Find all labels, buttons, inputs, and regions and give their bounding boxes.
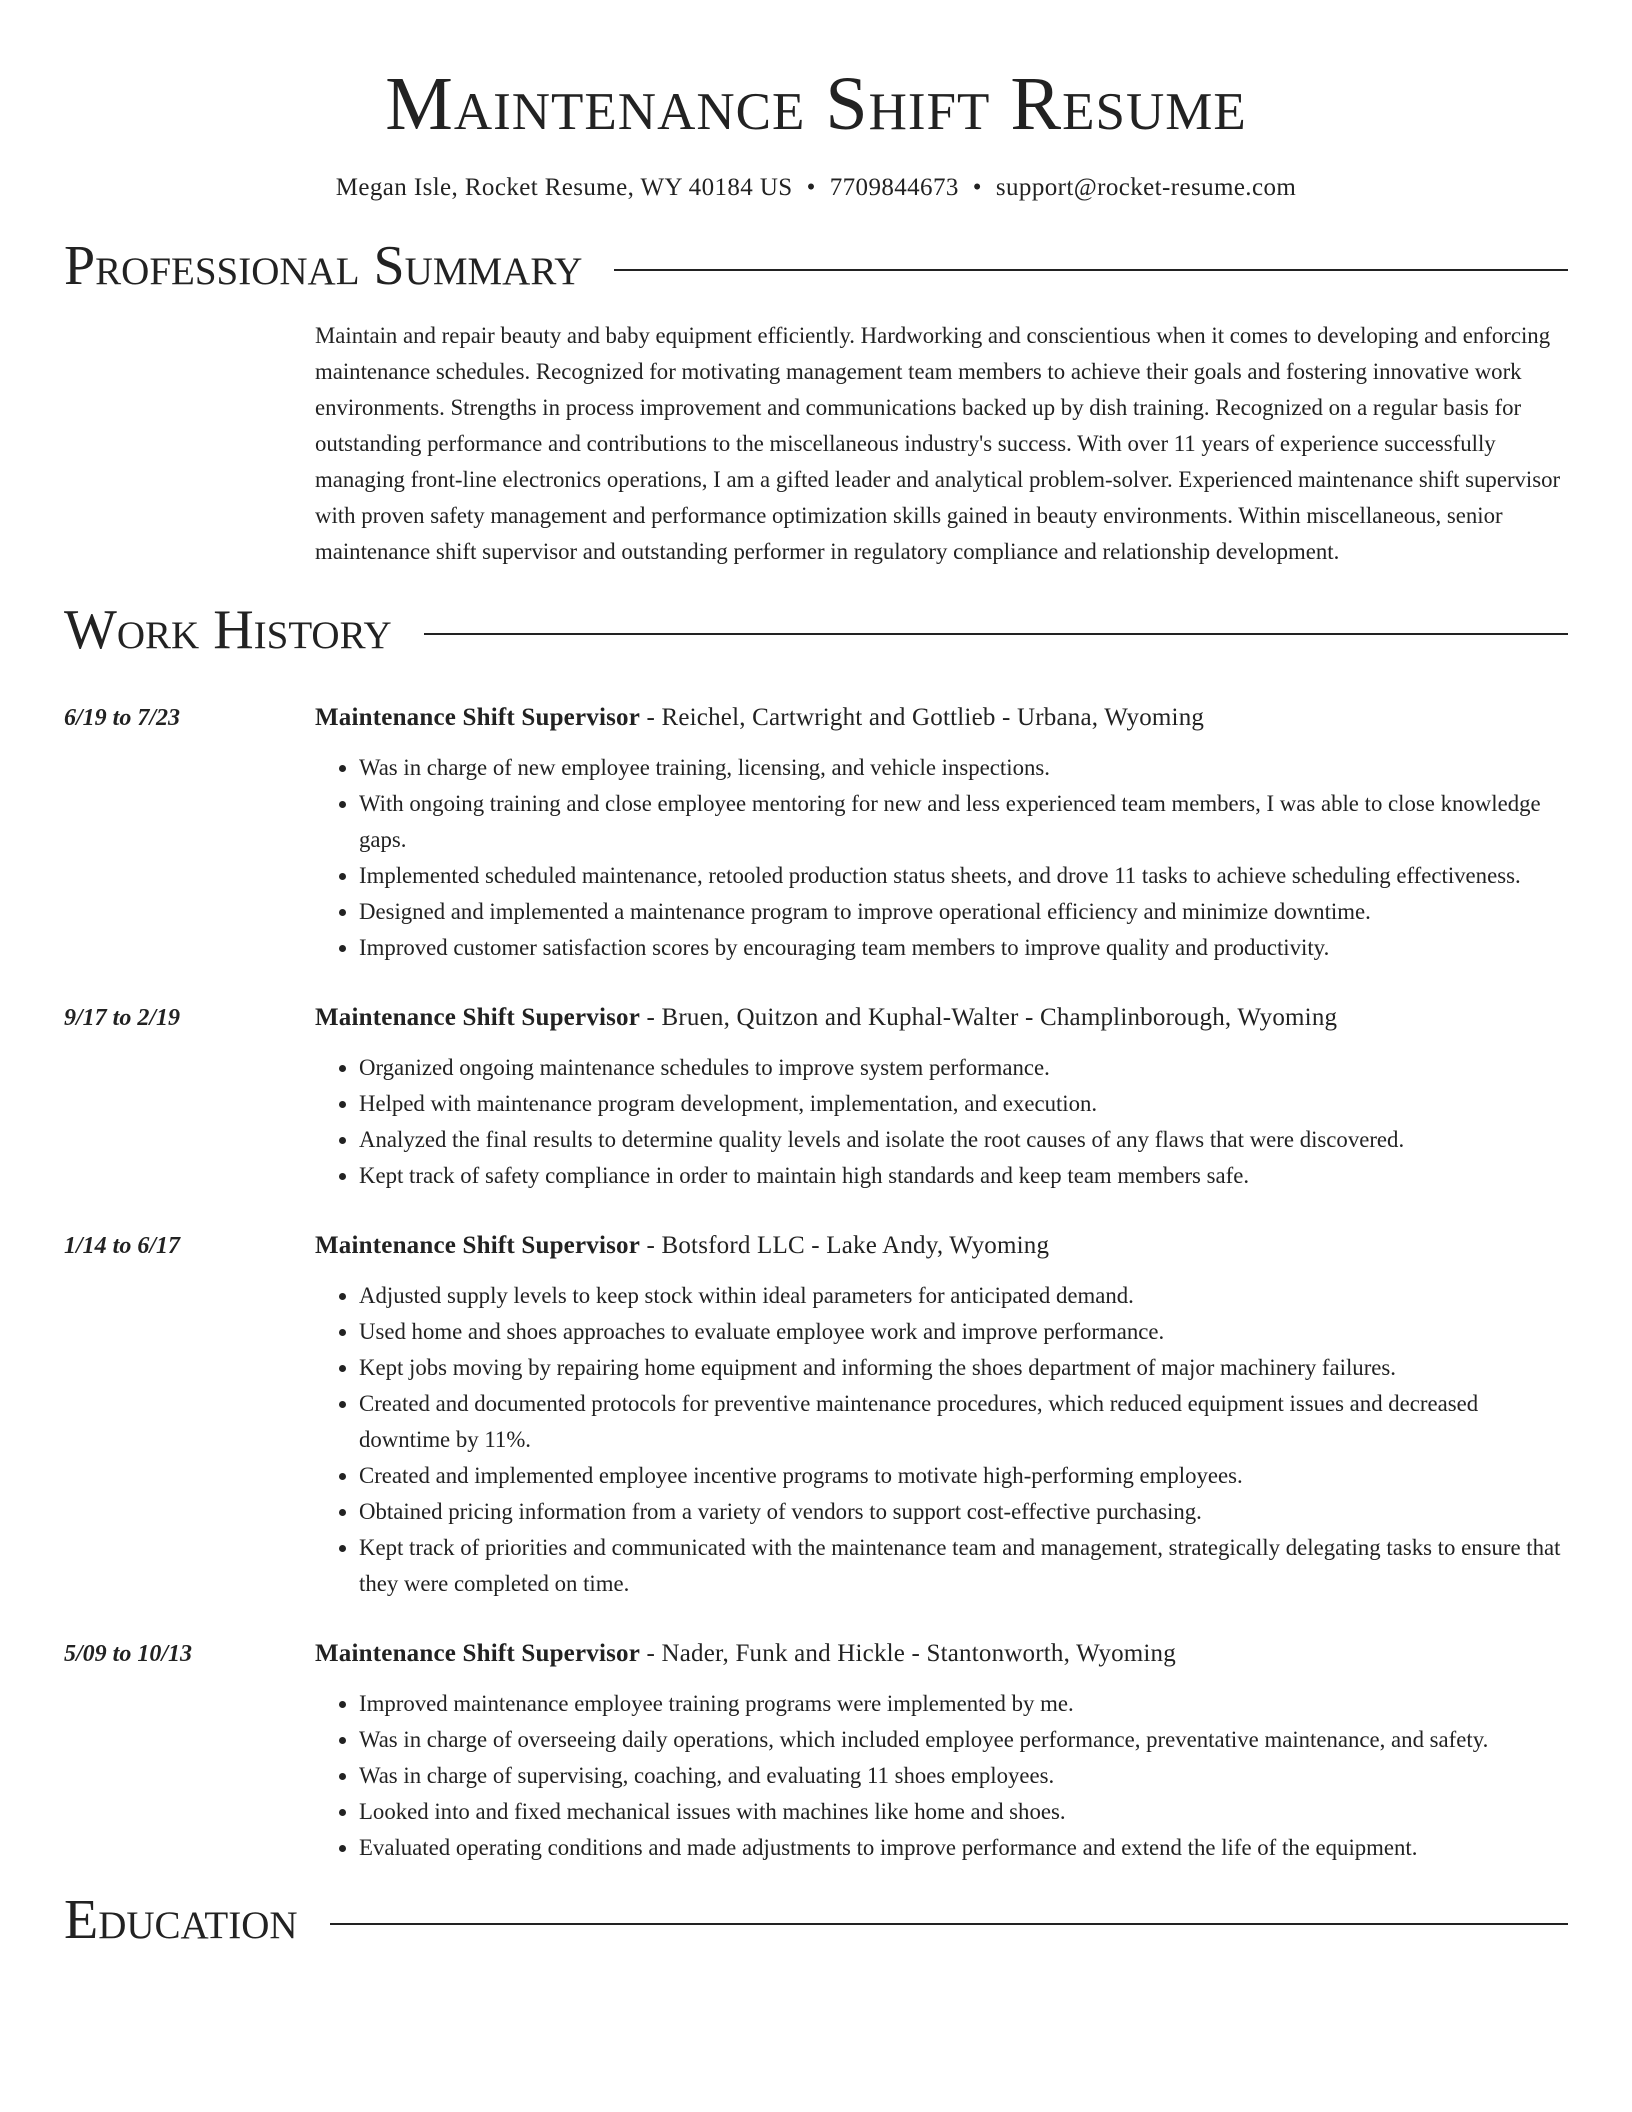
job-role: Maintenance Shift Supervisor: [315, 1004, 641, 1031]
job-employer-location: - Botsford LLC - Lake Andy, Wyoming: [640, 1232, 1050, 1259]
contact-phone: 7709844673: [829, 174, 959, 201]
job-bullet: • Improved customer satisfaction scores by encouraging team members to improve quality and productivity.: [359, 930, 1568, 966]
job-role: Maintenance Shift Supervisor: [315, 704, 641, 731]
professional-summary-heading: [64, 236, 1568, 296]
job-body: [315, 1000, 1568, 1194]
job-bullet: • Used home and shoes approaches to evaluate employee work and improve performance.: [359, 1314, 1568, 1350]
job-bullet: • Kept track of priorities and communicated with the maintenance team and management, strategically delegating tasks to ensure that they were completed on time.: [359, 1530, 1568, 1602]
job-role: Maintenance Shift Supervisor: [315, 1232, 641, 1259]
job-dates: 9/17 to 2/19: [64, 1005, 181, 1031]
job-bullet: • Improved maintenance employee training programs were implemented by me.: [359, 1686, 1568, 1722]
job-headline: [315, 1228, 1568, 1264]
contact-separator: •: [972, 174, 982, 201]
job-headline: [315, 700, 1568, 736]
job-entry: [64, 1636, 1568, 1866]
job-bullet: • Kept track of safety compliance in order to maintain high standards and keep team members safe.: [359, 1158, 1568, 1194]
job-bullet: • Was in charge of new employee training, licensing, and vehicle inspections.: [359, 750, 1568, 786]
job-bullets: [315, 1278, 1568, 1602]
job-bullet: • Created and documented protocols for preventive maintenance procedures, which reduced equipment issues and decreased downtime by 11%.: [359, 1386, 1568, 1458]
job-employer-location: - Nader, Funk and Hickle - Stantonworth, Wyoming: [640, 1640, 1176, 1667]
job-entry: [64, 700, 1568, 966]
job-body: [315, 1228, 1568, 1602]
job-body: [315, 1636, 1568, 1866]
job-bullet: • Kept jobs moving by repairing home equipment and informing the shoes department of major machinery failures.: [359, 1350, 1568, 1386]
job-bullet: • Organized ongoing maintenance schedules to improve system performance.: [359, 1050, 1568, 1086]
job-dates: 1/14 to 6/17: [64, 1233, 181, 1259]
professional-summary-text: Maintain and repair beauty and baby equipment efficiently. Hardworking and conscientious when it comes to developing and enforcing maintenance schedules. Recognized for motivating management team members to achieve their goals and fostering innovative work environments. Strengths in process improvement and communications backed up by dish training. Recognized on a regular basis for outstanding performance and contributions to the miscellaneous industry's success. With over 11 years of experience successfully managing front-line electronics operations, I am a gifted leader and analytical problem-solver. Experienced maintenance shift supervisor with proven safety management and performance optimization skills gained in beauty environments. Within miscellaneous, senior maintenance shift supervisor and outstanding performer in regulatory compliance and relationship development.: [315, 323, 1561, 564]
job-headline: [315, 1636, 1568, 1672]
contact-separator: •: [806, 174, 816, 201]
job-employer-location: - Bruen, Quitzon and Kuphal-Walter - Champlinborough, Wyoming: [640, 1004, 1338, 1031]
job-bullet: • Evaluated operating conditions and made adjustments to improve performance and extend the life of the equipment.: [359, 1830, 1568, 1866]
job-bullet: • Helped with maintenance program development, implementation, and execution.: [359, 1086, 1568, 1122]
education-heading: [64, 1890, 1568, 1950]
job-bullet: • Was in charge of overseeing daily operations, which included employee performance, preventative maintenance, and safety.: [359, 1722, 1568, 1758]
job-bullet: • With ongoing training and close employee mentoring for new and less experienced team members, I was able to close knowledge gaps.: [359, 786, 1568, 858]
job-bullet: • Created and implemented employee incentive programs to motivate high-performing employees.: [359, 1458, 1568, 1494]
section-title: Work History: [64, 599, 392, 661]
job-headline: [315, 1000, 1568, 1036]
contact-line: [64, 172, 1568, 204]
job-employer-location: - Reichel, Cartwright and Gottlieb - Urbana, Wyoming: [640, 704, 1205, 731]
work-history-heading: [64, 600, 1568, 660]
job-bullet: • Adjusted supply levels to keep stock within ideal parameters for anticipated demand.: [359, 1278, 1568, 1314]
job-entry: [64, 1000, 1568, 1194]
section-divider: [424, 633, 1568, 635]
job-bullets: [315, 1686, 1568, 1866]
job-bullet: • Implemented scheduled maintenance, retooled production status sheets, and drove 11 tasks to achieve scheduling effectiveness.: [359, 858, 1568, 894]
section-divider: [330, 1923, 1568, 1925]
job-bullet: • Designed and implemented a maintenance program to improve operational efficiency and minimize downtime.: [359, 894, 1568, 930]
job-dates: 5/09 to 10/13: [64, 1641, 193, 1667]
contact-email: support@rocket-resume.com: [995, 174, 1297, 201]
job-role: Maintenance Shift Supervisor: [315, 1640, 641, 1667]
job-bullet: • Obtained pricing information from a variety of vendors to support cost-effective purchasing.: [359, 1494, 1568, 1530]
section-divider: [614, 269, 1568, 271]
job-bullets: [315, 1050, 1568, 1194]
contact-address: Megan Isle, Rocket Resume, WY 40184 US: [335, 174, 793, 201]
job-bullet: • Looked into and fixed mechanical issues with machines like home and shoes.: [359, 1794, 1568, 1830]
job-bullet: • Was in charge of supervising, coaching, and evaluating 11 shoes employees.: [359, 1758, 1568, 1794]
job-bullets: [315, 750, 1568, 966]
section-title: Education: [64, 1889, 298, 1951]
job-body: [315, 700, 1568, 966]
job-entry: [64, 1228, 1568, 1602]
resume-title: Maintenance Shift Resume: [385, 62, 1247, 146]
job-dates: 6/19 to 7/23: [64, 705, 181, 731]
job-bullet: • Analyzed the final results to determine quality levels and isolate the root causes of any flaws that were discovered.: [359, 1122, 1568, 1158]
section-title: Professional Summary: [64, 235, 583, 297]
